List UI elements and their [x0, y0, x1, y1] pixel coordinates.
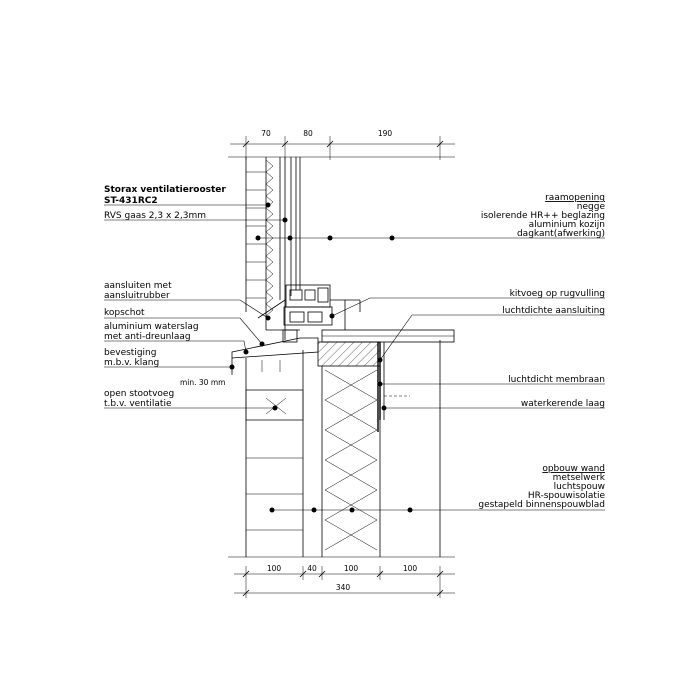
kopschot-label: kopschot	[104, 308, 145, 318]
stootvoeg-label-2: t.b.v. ventilatie	[104, 399, 172, 409]
dim-bottom-100b: 100	[343, 564, 359, 573]
binnenblad-label: gestapeld binnenspouwblad	[478, 500, 605, 510]
bevestiging-label-1: bevestiging	[104, 348, 157, 358]
dim-top-190: 190	[377, 129, 393, 138]
isolatie-label: HR-spouwisolatie	[527, 491, 605, 501]
connect-label-1: aansluiten met	[104, 281, 172, 291]
dim-top-80: 80	[303, 129, 313, 138]
connect-label-2: aansluitrubber	[104, 291, 170, 301]
window-frame	[258, 157, 332, 342]
metselwerk-label: metselwerk	[552, 473, 605, 483]
waterkerend-label: waterkerende laag	[520, 399, 605, 409]
aluminium-waterslag	[232, 338, 318, 375]
dim-bottom-100a: 100	[266, 564, 282, 573]
bevestiging-label-2: m.b.v. klang	[104, 358, 160, 368]
glazing-label: isolerende HR++ beglazing	[480, 211, 605, 221]
negge-label: negge	[576, 202, 605, 212]
top-dimension-chain	[230, 129, 455, 160]
min-30-label: min. 30 mm	[180, 378, 226, 387]
waterslag-label-1: aluminium waterslag	[104, 322, 199, 332]
luchtspouw-label: luchtspouw	[553, 482, 605, 492]
hatched-sill-support	[318, 342, 380, 366]
membraan-label: luchtdicht membraan	[508, 375, 605, 385]
product-code: ST-431RC2	[104, 196, 158, 206]
waterslag-label-2: met anti-dreunlaag	[104, 332, 191, 342]
dim-bottom-100c: 100	[402, 564, 418, 573]
interior-sill	[322, 300, 454, 342]
raamopening-label: raamopening	[545, 193, 605, 203]
stootvoeg-label-1: open stootvoeg	[104, 389, 175, 399]
dim-total-340: 340	[335, 583, 351, 592]
dagkant-label: dagkant(afwerking)	[516, 229, 605, 239]
dim-top-70: 70	[261, 129, 271, 138]
luchtdichte-aansluiting-label: luchtdichte aansluiting	[502, 306, 605, 316]
dim-bottom-40: 40	[307, 564, 317, 573]
masonry-below	[246, 350, 303, 557]
kitvoeg-label: kitvoeg op rugvulling	[509, 289, 605, 299]
masonry-above	[246, 157, 273, 330]
product-name: Storax ventilatierooster	[104, 185, 226, 195]
opbouw-label: opbouw wand	[542, 464, 605, 474]
wall-build-up	[322, 340, 440, 557]
gauze-label: RVS gaas 2,3 x 2,3mm	[104, 211, 206, 221]
bottom-dimension-chain	[234, 564, 455, 598]
kozijn-label: aluminium kozijn	[528, 220, 605, 230]
